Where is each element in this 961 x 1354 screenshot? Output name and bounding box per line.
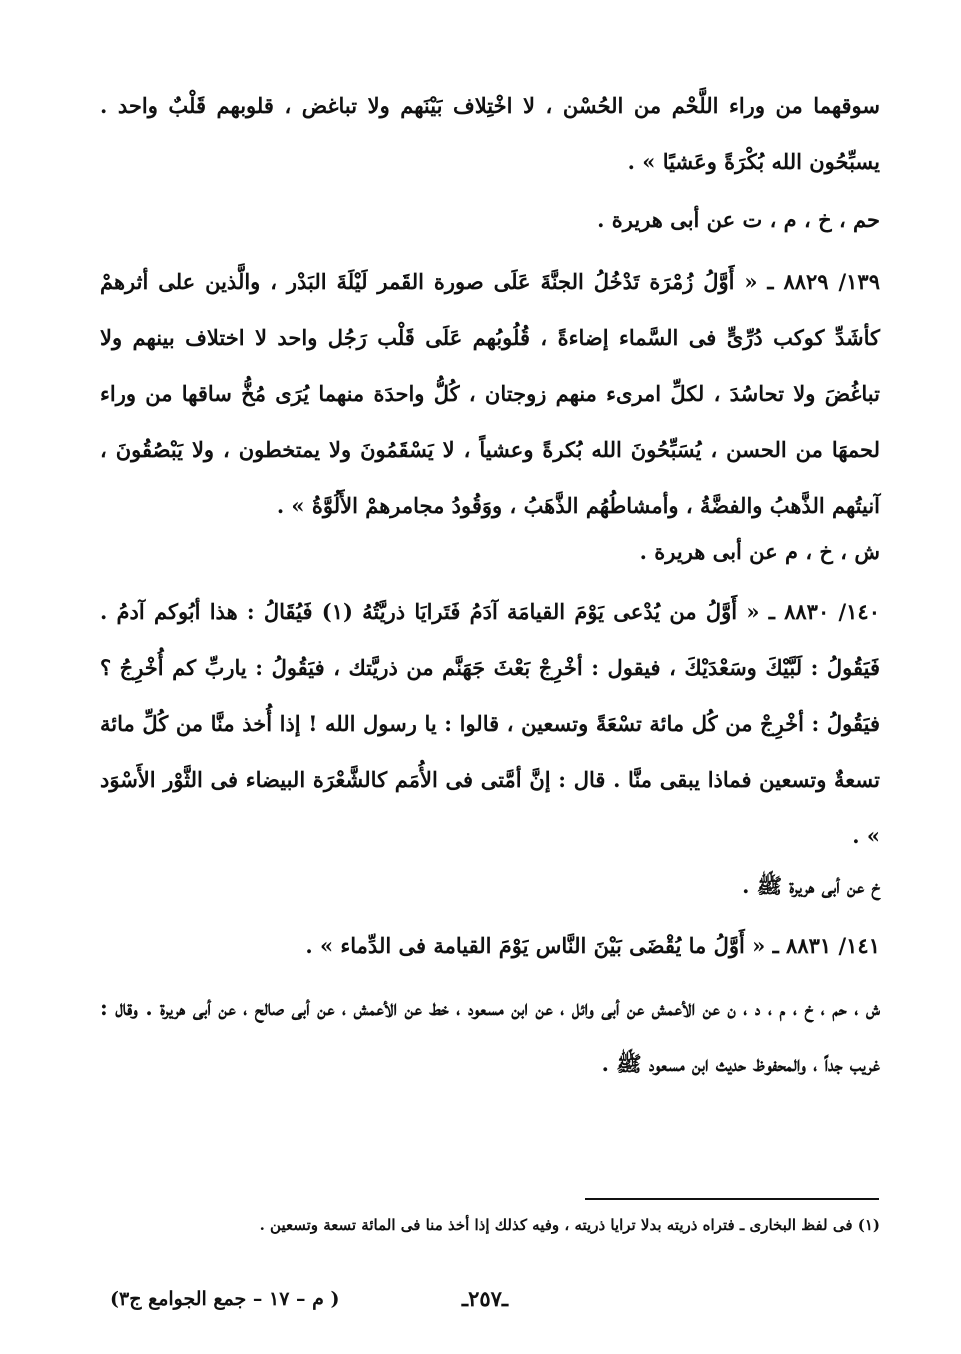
book-reference: ( م – ١٧ – جمع الجوامع ج٣) [110, 1288, 340, 1310]
hadith-source-1: حم ، خ ، م ، ت عن أبى هريرة . [597, 207, 880, 232]
hadith-source-4: ش ، حم ، خ ، م ، د ، ن عن الأعمش عن أبى وائل ، عن ابن مسعود ، خط عن الأعمش ، عن أبى صالح ، عن أبى هريرة . وقال : غريب جداً ، والمحفوظ حديث ابن مسعود ﷺ . [100, 995, 880, 1076]
hadith-8829: ١٣٩/ ٨٨٢٩ ـ « أَوَّلُ زُمْرَة تَدْخُلُ الجنَّةَ عَلَى صورة القَمر لَيْلَةَ البَدْر ، والَّذين على أثرهمْ كأشَدِّ كوكب دُرِّىٍّ فى السَّماء إضاءةً ، قُلُوبُهم عَلَى قَلْب رَجُل واحد لا اختلاف بينهم ولا تباغُضَ ولا تحاسُدَ ، لكلِّ امرىء منهم زوجتان ، كُلُّ واحدَة منهما يُرَى مُخُّ ساقها من وراء لحمهَا من الحسن ، يُسَبِّحُونَ الله بُكرةً وعشياً ، لا يَسْقَمُونَ ولا يمتخطون ، ولا يَبْصُقُونَ ، آنيتُهم الذَّهبُ والفضَّةُ ، وأمشاطُهُم الذَّهَبُ ، ووَقُودُ مجامرهمْ الأَلُوَّةُ » . [100, 269, 880, 518]
hadith-source-3: خ عن أبى هريرة ﷺ . [742, 873, 880, 898]
hadith-text-continuation: سوقهما من وراء اللَّحْم من الحُسْن ، لا اخْتِلاف بَيْنَهم ولا تباغض ، قلوبهم قَلْبٌ واحد . يسبِّحُون الله بُكْرَةً وعَشيًا » . [100, 93, 880, 174]
footnote: (١) فى لفظ البخارى ـ فتراه ذريته بدلا ترايا ذريته ، وفيه كذلك إذا أخذ منا فى المائة تسعة وتسعين . [259, 1216, 880, 1234]
hadith-8830: ١٤٠/ ٨٨٣٠ ـ « أَوَّلُ من يُدْعى يَوْمَ القيامَة آدَمُ فَتَرايَا ذريَّتُهُ (١) فَيُقَالُ : هذا أبُوكم آدمُ . فَيَقُولُ : لَبَّيْكَ وسَعْدَيْكَ ، فيقول : أخْرِجْ بَعْثَ جَهَنَّم من ذريَّتك ، فيَقُولُ : ياربِّ كم أُخْرِجُ ؟ فيَقُولُ : أخْرِجْ من كُل مائة تسْعَةً وتسعين ، قالوا : يا رسول الله ! إذا أُخذ منَّا من كُلِّ مائة تسعةٌ وتسعين فماذا يبقى منَّا . قال : إنَّ أمَّتى فى الأُمَم كالشَّعْرَة البيضاء فى الثَّوْر الأَسْوَد » . [100, 599, 880, 848]
footnote-divider [585, 1198, 879, 1200]
hadith-source-2: ش ، خ ، م عن أبى هريرة . [639, 539, 880, 564]
page-number: ـ٢٥٧ـ [461, 1286, 509, 1311]
hadith-8831: ١٤١/ ٨٨٣١ ـ « أَوَّلُ ما يُقْضَى بَيْنَ النَّاس يَوْمَ القيامة فى الدِّماء » . [305, 933, 880, 958]
